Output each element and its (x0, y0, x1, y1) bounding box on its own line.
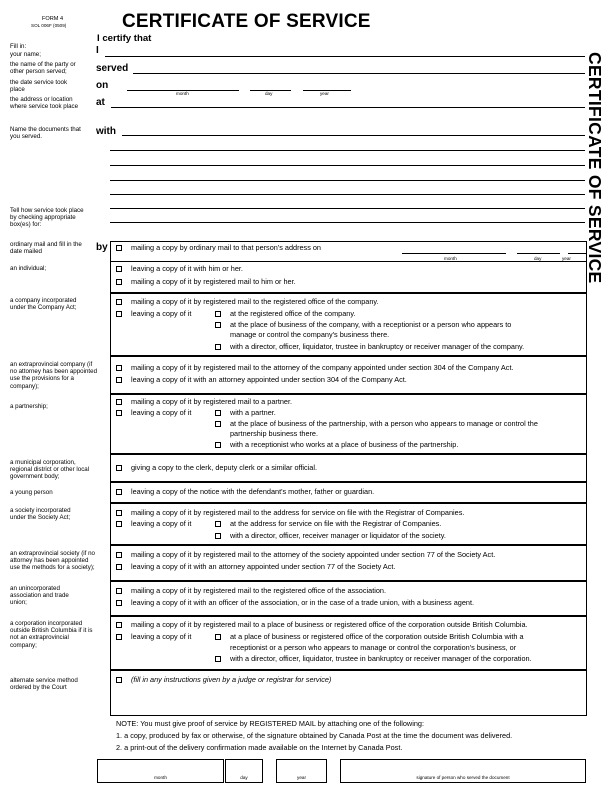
checkbox[interactable] (215, 410, 221, 416)
served-field-label: served (96, 63, 129, 74)
checkbox[interactable] (116, 311, 122, 317)
section-label-society: a society incorporated under the Society Act; (10, 507, 71, 522)
option-company-mail[interactable]: mailing a copy of it by registered mail to the registered office of the company. (116, 298, 379, 307)
option-partnership-mail[interactable]: mailing a copy of it by registered mail to a partner. (116, 398, 292, 407)
checkbox[interactable] (116, 465, 122, 471)
signature-day-box[interactable]: day (225, 759, 263, 783)
option-continuation: partnership business there. (230, 429, 319, 438)
option-partnership-leave[interactable]: leaving a copy of it (116, 409, 191, 418)
day-caption: day (265, 91, 273, 96)
checkbox[interactable] (116, 564, 122, 570)
option-partnership-place[interactable]: at the place of business of the partnership, with a person who appears to manage or control the (215, 420, 538, 429)
month-caption: month (444, 256, 457, 261)
option-society-director[interactable]: with a director, officer, receiver manager or liquidator of the society. (215, 532, 446, 541)
checkbox[interactable] (116, 600, 122, 606)
option-company-registered-office[interactable]: at the registered office of the company. (215, 310, 355, 319)
section-label-partnership: a partnership; (10, 403, 48, 410)
month-caption: month (176, 91, 189, 96)
documents-input-3[interactable] (110, 165, 585, 166)
option-individual-mail[interactable]: mailing a copy of it by registered mail to him or her. (116, 278, 296, 287)
documents-input-7[interactable] (110, 222, 585, 223)
address-label: the address or location where service took place (10, 96, 79, 111)
documents-input-4[interactable] (110, 180, 585, 181)
checkbox[interactable] (215, 634, 221, 640)
option-association-leave[interactable]: leaving a copy of it with an officer of the association, or in the case of a trade union, with a business agent. (116, 599, 474, 608)
option-extra-company-leave[interactable]: leaving a copy of it with an attorney appointed under section 304 of the Company Act. (116, 376, 407, 385)
documents-input-2[interactable] (110, 150, 585, 151)
note-intro: NOTE: You must give proof of service by REGISTERED MAIL by attaching one of the following: (116, 719, 424, 728)
party-served-label: the name of the party or other person served; (10, 61, 76, 76)
mail-day-input[interactable] (517, 253, 560, 254)
fill-in-label: Fill in: (10, 43, 27, 50)
option-corporation-director[interactable]: with a director, officer, liquidator, trustee in bankruptcy or receiver manager of the corporation. (215, 655, 532, 664)
note-item-1: 1. a copy, produced by fax or otherwise, of the signature obtained by Canada Post at the time the document was delivered. (116, 731, 513, 740)
checkbox[interactable] (116, 365, 122, 371)
option-young-person[interactable]: leaving a copy of the notice with the defendant's mother, father or guardian. (116, 488, 374, 497)
address-input[interactable] (111, 107, 585, 108)
section-label-municipal: a municipal corporation, regional district or other local government body; (10, 459, 90, 481)
section-label-ordinary-mail: ordinary mail and fill in the date mailed (10, 241, 82, 256)
note-item-2: 2. a print-out of the delivery confirmation made available on the Internet by Canada Post. (116, 743, 403, 752)
signature-year-box[interactable]: year (276, 759, 327, 783)
your-name-label: your name; (10, 51, 41, 58)
option-ordinary-mail[interactable]: mailing a copy by ordinary mail to that person's address on (116, 244, 321, 253)
option-corporation-mail[interactable]: mailing a copy of it by registered mail to a place of business or registered office of the corporation outside British Columbia. (116, 621, 528, 630)
documents-input-5[interactable] (110, 194, 585, 195)
year-caption: year (320, 91, 329, 96)
section-label-extraprovincial-company: an extraprovincial company (if no attorney has been appointed use the provisions for a company); (10, 361, 98, 390)
form-subcode: SOL 006F (0509) (31, 23, 67, 28)
checkbox[interactable] (116, 266, 122, 272)
checkbox[interactable] (116, 410, 122, 416)
name-input[interactable] (105, 56, 585, 57)
documents-input-6[interactable] (110, 208, 585, 209)
option-partnership-receptionist[interactable]: with a receptionist who works at a place of business of the partnership. (215, 441, 458, 450)
option-society-address[interactable]: at the address for service on file with the Registrar of Companies. (215, 520, 441, 529)
with-field-label: with (96, 126, 116, 137)
checkbox[interactable] (116, 399, 122, 405)
mail-year-input[interactable] (568, 253, 586, 254)
option-company-director[interactable]: with a director, officer, liquidator, trustee in bankruptcy or receiver manager of the company. (215, 343, 524, 352)
year-caption: year (562, 256, 571, 261)
option-continuation: receptionist or a person who appears to manage or control the corporation's business, or (230, 643, 517, 652)
option-company-leave[interactable]: leaving a copy of it (116, 310, 191, 319)
option-alternate[interactable]: (fill in any instructions given by a judge or registrar for service) (116, 676, 331, 685)
date-service-label: the date service took place (10, 79, 68, 94)
checkbox[interactable] (116, 279, 122, 285)
option-corporation-leave[interactable]: leaving a copy of it (116, 633, 191, 642)
option-continuation: manage or control the company's business there. (230, 330, 390, 339)
option-extra-society-mail[interactable]: mailing a copy of it by registered mail to the attorney of the society appointed under section 77 of the Society Act. (116, 551, 495, 560)
checkbox[interactable] (215, 322, 221, 328)
party-served-input[interactable] (133, 73, 585, 74)
section-label-foreign-corporation: a corporation incorporated outside British Columbia if it is not an extraprovincial company; (10, 620, 93, 649)
on-field-label: on (96, 80, 109, 91)
checkbox[interactable] (116, 588, 122, 594)
checkbox[interactable] (116, 299, 122, 305)
page-title: CERTIFICATE OF SERVICE (122, 11, 371, 32)
documents-label: Name the documents that you served. (10, 126, 81, 141)
option-extra-company-mail[interactable]: mailing a copy of it by registered mail to the attorney of the company appointed under section 304 of the Company Act. (116, 364, 514, 373)
day-caption: day (534, 256, 542, 261)
section-label-young-person: a young person (10, 489, 53, 496)
checkbox[interactable] (215, 421, 221, 427)
side-title: CERTIFICATE OF SERVICE (585, 52, 605, 284)
option-extra-society-leave[interactable]: leaving a copy of it with an attorney appointed under section 77 of the Society Act. (116, 563, 395, 572)
option-partnership-partner[interactable]: with a partner. (215, 409, 276, 418)
section-label-alternate: alternate service method ordered by the Court (10, 677, 78, 692)
checkbox[interactable] (116, 245, 122, 251)
checkbox[interactable] (215, 442, 221, 448)
checkbox[interactable] (215, 521, 221, 527)
certify-text: I certify that (97, 33, 152, 44)
checkbox[interactable] (116, 377, 122, 383)
checkbox[interactable] (116, 552, 122, 558)
checkbox[interactable] (116, 489, 122, 495)
checkbox[interactable] (116, 634, 122, 640)
checkbox[interactable] (215, 311, 221, 317)
option-association-mail[interactable]: mailing a copy of it by registered mail to the registered office of the association. (116, 587, 386, 596)
option-society-leave[interactable]: leaving a copy of it (116, 520, 191, 529)
form-code: FORM 4 (42, 16, 64, 22)
at-field-label: at (96, 97, 105, 108)
option-municipal-clerk[interactable]: giving a copy to the clerk, deputy clerk or a similar official. (116, 464, 317, 473)
checkbox[interactable] (116, 510, 122, 516)
checkbox[interactable] (116, 622, 122, 628)
i-field-label: I (96, 45, 99, 56)
checkbox[interactable] (116, 521, 122, 527)
checkbox[interactable] (116, 677, 122, 683)
tell-how-label: Tell how service took place by checking appropriate box(es) for: (10, 207, 84, 229)
section-label-company: a company incorporated under the Company Act; (10, 297, 77, 312)
section-label-association: an unincorporated association and trade union; (10, 585, 69, 607)
section-label-extraprovincial-society: an extraprovincial society (if no attorney has been appointed use the methods for a society); (10, 550, 95, 572)
checkbox[interactable] (215, 533, 221, 539)
checkbox[interactable] (215, 656, 221, 662)
mail-month-input[interactable] (402, 253, 506, 254)
checkbox[interactable] (215, 344, 221, 350)
signature-box[interactable]: signature of person who served the document (340, 759, 586, 783)
documents-input-1[interactable] (122, 135, 585, 136)
divider (110, 261, 587, 262)
option-individual-leave[interactable]: leaving a copy of it with him or her. (116, 265, 243, 274)
option-company-place-of-business[interactable]: at the place of business of the company, with a receptionist or a person who appears to (215, 321, 511, 330)
section-label-individual: an individual; (10, 265, 47, 272)
by-field-label: by (96, 242, 108, 253)
signature-month-box[interactable]: month (97, 759, 224, 783)
option-society-mail[interactable]: mailing a copy of it by registered mail to the address for service on file with the Registrar of Companies. (116, 509, 464, 518)
option-corporation-place[interactable]: at a place of business or registered office of the corporation outside British Columbia with a (215, 633, 524, 642)
